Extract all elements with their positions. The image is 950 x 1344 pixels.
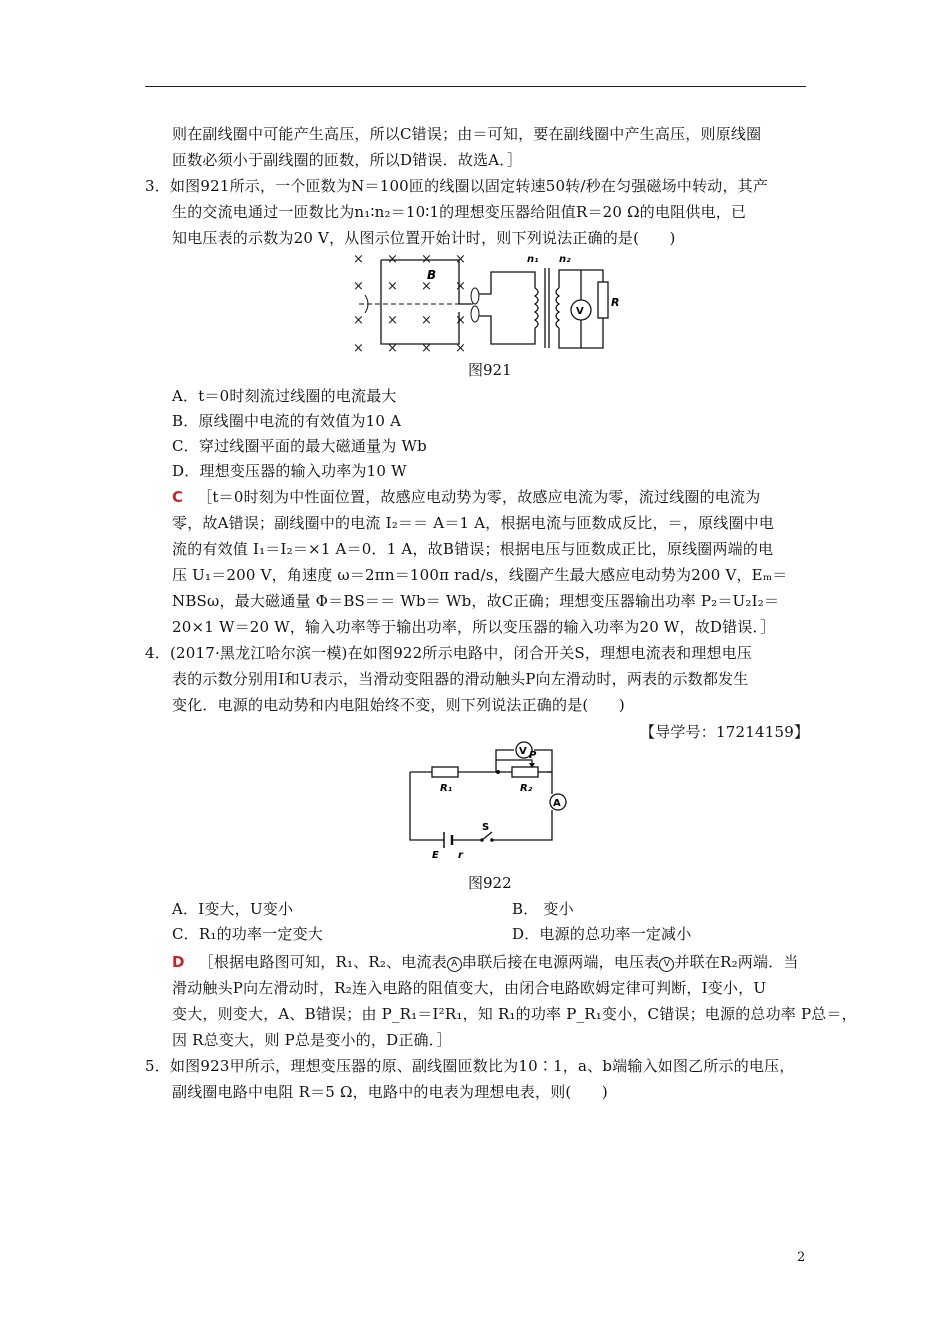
label-R: R [611, 296, 620, 309]
text-line: 则在副线圈中可能产生高压，所以C错误；由＝可知，要在副线圈中产生高压，则原线圈 [172, 125, 762, 143]
label-E: E [432, 850, 439, 861]
answer-letter: D [172, 953, 185, 971]
ammeter-symbol: A [447, 957, 462, 972]
svg-text:×: × [455, 252, 466, 267]
label-R2: R₂ [520, 783, 533, 794]
resistor-R [598, 282, 608, 318]
q3-explanation-line: 压 U₁＝200 V，角速度 ω＝2πn＝100π rad/s，线圈产生最大感应电动势为200 V，Eₘ＝ [172, 566, 788, 584]
page-number: 2 [797, 1250, 806, 1265]
answer-letter: C [172, 488, 184, 506]
figure-caption: 图921 [468, 361, 512, 379]
label-n1: n₁ [527, 254, 539, 265]
label-n2: n₂ [559, 254, 571, 265]
svg-text:×: × [455, 341, 466, 356]
svg-text:×: × [421, 341, 432, 356]
voltmeter-label: V [576, 306, 584, 317]
q5-stem-line: 5．如图923甲所示，理想变压器的原、副线圈匝数比为10∶1，a、b端输入如图乙所示的电压， [145, 1057, 795, 1075]
voltmeter-symbol: V [659, 957, 674, 972]
svg-text:×: × [455, 279, 466, 294]
option-c: C．穿过线圈平面的最大磁通量为 Wb [172, 437, 427, 455]
q3-explanation-line: 零，故A错误；副线圈中的电流 I₂＝＝ A＝1 A，根据电流与匝数成反比，＝，原线圈中电 [172, 514, 775, 532]
switch-S [482, 832, 492, 840]
coil [381, 260, 471, 344]
label-R1: R₁ [440, 783, 453, 794]
svg-text:×: × [353, 313, 364, 328]
primary-coil [535, 288, 538, 328]
q3-explanation-line: 20×1 W＝20 W，输入功率等于输出功率，所以变压器的输入功率为20 W，故D错误．］ [172, 618, 776, 636]
header-rule [145, 86, 806, 87]
q4-explanation-line: 滑动触头P向左滑动时，R₂连入电路的阻值变大，由闭合电路欧姆定律可判断，I变小，U [172, 979, 767, 997]
q4-explanation-line: 变大，则变大，A、B错误；由 P_R₁＝I²R₁，知 R₁的功率 P_R₁变小，C错误；电源的总功率 P总＝， [172, 1005, 857, 1023]
voltmeter-label: V [519, 746, 527, 757]
figure-921 [345, 248, 620, 360]
label-S: S [482, 822, 490, 833]
svg-text:×: × [387, 279, 398, 294]
q3-explanation-line: NBSω，最大磁通量 Φ＝BS＝＝ Wb＝ Wb，故C正确；理想变压器输出功率 P₂＝U₂I₂＝ [172, 592, 780, 610]
svg-text:×: × [353, 279, 364, 294]
figure-caption: 图922 [468, 874, 512, 892]
q4-stem-line: 变化．电源的电动势和内电阻始终不变，则下列说法正确的是( ) [172, 696, 625, 714]
label-B: B [427, 268, 437, 282]
figure-922 [402, 742, 574, 860]
q4-explanation-line: 因 R总变大，则 P总是变小的，D正确．］ [172, 1031, 452, 1049]
svg-text:×: × [387, 341, 398, 356]
option-a: A．I变大，U变小 [172, 900, 294, 918]
q3-stem-line: 知电压表的示数为20 V，从图示位置开始计时，则下列说法正确的是( ) [172, 229, 676, 247]
label-P: P [529, 750, 537, 761]
svg-text:×: × [353, 341, 364, 356]
q4-stem-line: 表的示数分别用I和U表示，当滑动变阻器的滑动触头P向左滑动时，两表的示数都发生 [172, 670, 749, 688]
option-b: B．原线圈中电流的有效值为10 A [172, 412, 402, 430]
svg-text:×: × [353, 252, 364, 267]
q3-explanation-line: C ［t＝0时刻为中性面位置，故感应电动势为零，故感应电流为零，流过线圈的电流为 [172, 488, 761, 506]
svg-text:×: × [387, 313, 398, 328]
option-d: D．电源的总功率一定减小 [512, 925, 692, 943]
svg-text:×: × [421, 279, 432, 294]
q4-stem-line: 4．(2017·黑龙江哈尔滨一模)在如图922所示电路中，闭合开关S，理想电流表和理想电压 [145, 644, 753, 662]
svg-text:×: × [421, 313, 432, 328]
label-r: r [458, 850, 463, 861]
option-d: D．理想变压器的输入功率为10 W [172, 462, 407, 480]
q5-stem-line: 副线圈电路中电阻 R＝5 Ω，电路中的电表为理想电表，则( ) [172, 1083, 608, 1101]
q3-stem-line: 3．如图921所示，一个匝数为N＝100匝的线圈以固定转速50转/秒在匀强磁场中转动，其产 [145, 177, 769, 195]
guide-number: 【导学号：17214159】 [640, 723, 810, 741]
resistor-R1 [432, 767, 458, 777]
svg-text:×: × [387, 252, 398, 267]
q4-explanation-line: D ［根据电路图可知，R₁、R₂、电流表 A 串联后接在电源两端，电压表 V 并联在R₂两端．当 [172, 953, 799, 971]
svg-text:×: × [421, 252, 432, 267]
ammeter-label: A [553, 798, 561, 809]
q3-stem-line: 生的交流电通过一匝数比为n₁∶n₂＝10∶1的理想变压器给阻值R＝20 Ω的电阻供电，已 [172, 203, 747, 221]
resistor-R2 [512, 767, 538, 777]
secondary-coil [556, 288, 559, 328]
text-line: 匝数必须小于副线圈的匝数，所以D错误．故选A．］ [172, 151, 523, 169]
q3-explanation-line: 流的有效值 I₁＝I₂＝×1 A＝0．1 A，故B错误；根据电压与匝数成正比，原线圈两端的电 [172, 540, 774, 558]
option-a: A．t＝0时刻流过线圈的电流最大 [172, 387, 397, 405]
option-b: B． 变小 [512, 900, 574, 918]
option-c: C．R₁的功率一定变大 [172, 925, 323, 943]
svg-text:×: × [455, 313, 466, 328]
